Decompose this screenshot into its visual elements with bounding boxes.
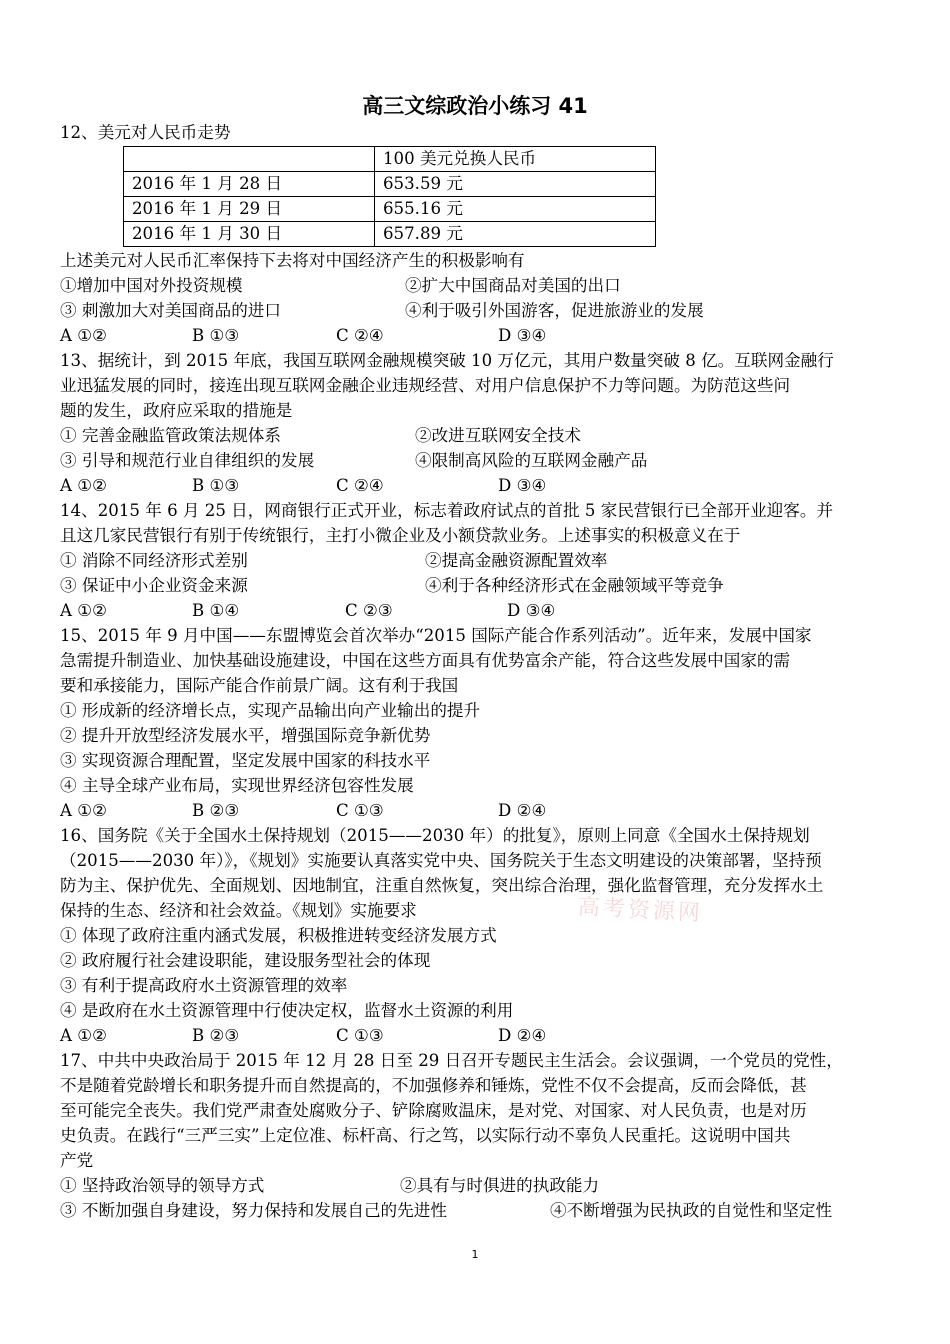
q13-stem-line: 题的发生，政府应采取的措施是 [60, 401, 293, 420]
q12-option-4: ④利于吸引外国游客，促进旅游业的发展 [405, 301, 704, 320]
choice-b: B ①③ [192, 326, 240, 345]
q13-option-3: ③ 引导和规范行业自律组织的发展 [60, 451, 315, 470]
q17-stem-line: 产党 [60, 1151, 94, 1170]
q14-option-1: ① 消除不同经济形式差别 [60, 551, 248, 570]
q16-stem-line: （2015——2030 年）》，《规划》实施要认真落实党中央、国务院关于生态文明建设的决策部署，坚持预 [60, 851, 822, 870]
q13-option-4: ④限制高风险的互联网金融产品 [415, 451, 648, 470]
q15-option-3: ③ 实现资源合理配置，坚定发展中国家的科技水平 [60, 751, 431, 770]
choice-b: B ①③ [192, 476, 240, 495]
q16-option-1: ① 体现了政府注重内涵式发展，积极推进转变经济发展方式 [60, 926, 497, 945]
choice-d: D ②④ [498, 1026, 547, 1045]
choice-b: B ②③ [192, 1026, 240, 1045]
q15-option-4: ④ 主导全球产业布局，实现世界经济包容性发展 [60, 776, 414, 795]
q16-stem-line: 防为主、保护优先、全面规划、因地制宜，注重自然恢复，突出综合治理，强化监督管理，充分发挥水土 [60, 876, 824, 895]
q16-option-4: ④ 是政府在水土资源管理中行使决定权，监督水土资源的利用 [60, 1001, 514, 1020]
q13-stem-line: 业迅猛发展的同时，接连出现互联网金融企业违规经营、对用户信息保护不力等问题。为防范这些问 [60, 376, 791, 395]
choice-a: A ①② [60, 326, 108, 345]
choice-c: C ②④ [336, 326, 384, 345]
q12-option-3: ③ 刺激加大对美国商品的进口 [60, 301, 281, 320]
q15-stem-line: 15、2015 年 9 月中国——东盟博览会首次举办“2015 国际产能合作系列活动”。近年来，发展中国家 [60, 626, 812, 645]
table-cell: 657.89 元 [375, 222, 656, 247]
watermark: 高考资源网 [577, 894, 704, 927]
q17-stem-line: 不是随着党龄增长和职务提升而自然提高的，不加强修养和锤炼，党性不仅不会提高，反而会降低，甚 [60, 1076, 807, 1095]
q12-question: 上述美元对人民币汇率保持下去将对中国经济产生的积极影响有 [60, 251, 525, 270]
q12-stem: 12、美元对人民币走势 [60, 123, 231, 142]
choice-b: B ②③ [192, 801, 240, 820]
page-title: 高三文综政治小练习 41 [362, 94, 588, 118]
q16-option-3: ③ 有利于提高政府水土资源管理的效率 [60, 976, 348, 995]
q13-stem-line: 13、据统计，到 2015 年底，我国互联网金融规模突破 10 万亿元，其用户数量突破 8 亿。互联网金融行 [60, 351, 834, 370]
exchange-rate-table [123, 146, 656, 247]
choice-d: D ②④ [498, 801, 547, 820]
choice-a: A ①② [60, 476, 108, 495]
q15-option-2: ② 提升开放型经济发展水平，增强国际竞争新优势 [60, 726, 431, 745]
table-cell: 2016 年 1 月 29 日 [124, 197, 375, 222]
choice-c: C ①③ [336, 1026, 384, 1045]
page-number: 1 [471, 1248, 479, 1261]
q14-option-3: ③ 保证中小企业资金来源 [60, 576, 248, 595]
q13-option-1: ① 完善金融监管政策法规体系 [60, 426, 281, 445]
q15-option-1: ① 形成新的经济增长点，实现产品输出向产业输出的提升 [60, 701, 481, 720]
q16-stem-line: 16、国务院《关于全国水土保持规划（2015——2030 年）的批复》，原则上同意《全国水土保持规划 [60, 826, 810, 845]
choice-a: A ①② [60, 1026, 108, 1045]
choice-c: C ②④ [336, 476, 384, 495]
q17-option-2: ②具有与时俱进的执政能力 [400, 1176, 600, 1195]
table-row [124, 147, 656, 172]
choice-c: C ①③ [336, 801, 384, 820]
choice-c: C ②③ [345, 601, 393, 620]
q12-option-2: ②扩大中国商品对美国的出口 [405, 276, 621, 295]
q14-option-4: ④利于各种经济形式在金融领域平等竞争 [425, 576, 724, 595]
q17-stem-line: 至可能完全丧失。我们党严肃查处腐败分子、铲除腐败温床，是对党、对国家、对人民负责，也是对历 [60, 1101, 807, 1120]
q16-option-2: ② 政府履行社会建设职能，建设服务型社会的体现 [60, 951, 431, 970]
q17-stem-line: 17、中共中央政治局于 2015 年 12 月 28 日至 29 日召开专题民主生活会。会议强调，一个党员的党性， [60, 1051, 843, 1070]
q15-stem-line: 要和承接能力，国际产能合作前景广阔。这有利于我国 [60, 676, 459, 695]
table-cell: 655.16 元 [375, 197, 656, 222]
choice-b: B ①④ [192, 601, 240, 620]
table-cell: 653.59 元 [375, 172, 656, 197]
q17-stem-line: 史负责。在践行“三严三实”上定位准、标杆高、行之笃，以实际行动不辜负人民重托。这说明中国共 [60, 1126, 791, 1145]
choice-a: A ①② [60, 801, 108, 820]
table-cell: 100 美元兑换人民币 [375, 147, 656, 172]
table-row [124, 172, 656, 197]
q14-option-2: ②提高金融资源配置效率 [425, 551, 608, 570]
q12-option-1: ①增加中国对外投资规模 [60, 276, 243, 295]
table-row [124, 197, 656, 222]
choice-d: D ③④ [507, 601, 556, 620]
q17-option-1: ① 坚持政治领导的领导方式 [60, 1176, 265, 1195]
choice-d: D ③④ [498, 326, 547, 345]
table-cell [124, 147, 375, 172]
q14-stem-line: 且这几家民营银行有别于传统银行，主打小微企业及小额贷款业务。上述事实的积极意义在于 [60, 526, 741, 545]
choice-d: D ③④ [498, 476, 547, 495]
q14-stem-line: 14、2015 年 6 月 25 日，网商银行正式开业，标志着政府试点的首批 5 家民营银行已全部开业迎客。并 [60, 501, 834, 520]
table-cell: 2016 年 1 月 28 日 [124, 172, 375, 197]
table-row [124, 222, 656, 247]
q13-option-2: ②改进互联网安全技术 [415, 426, 581, 445]
q15-stem-line: 急需提升制造业、加快基础设施建设，中国在这些方面具有优势富余产能，符合这些发展中国家的需 [60, 651, 791, 670]
q16-stem-line: 保持的生态、经济和社会效益。《规划》实施要求 [60, 901, 417, 920]
table-cell: 2016 年 1 月 30 日 [124, 222, 375, 247]
choice-a: A ①② [60, 601, 108, 620]
q17-option-3: ③ 不断加强自身建设，努力保持和发展自己的先进性 [60, 1201, 447, 1220]
q17-option-4: ④不断增强为民执政的自觉性和坚定性 [550, 1201, 833, 1220]
